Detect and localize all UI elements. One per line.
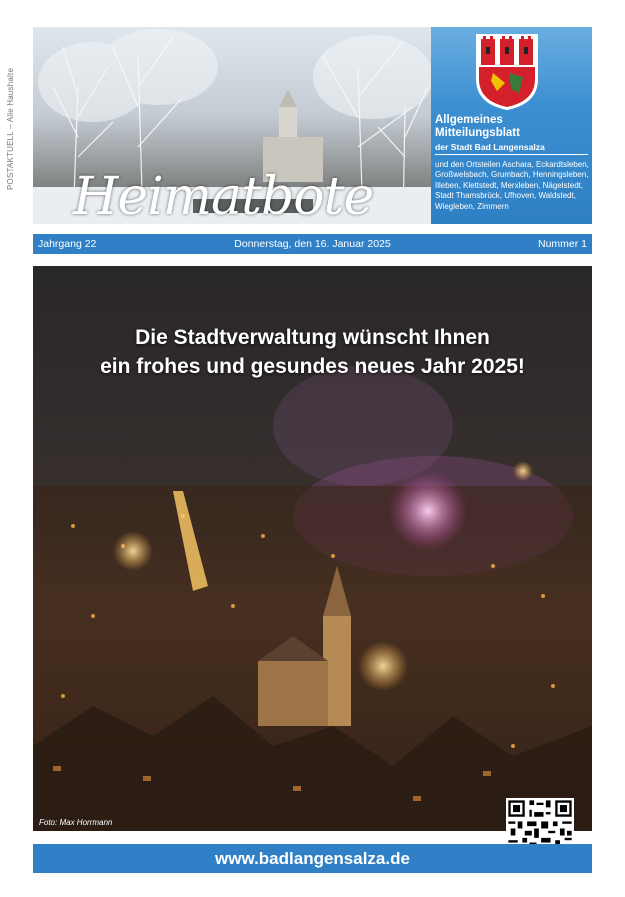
issue-info-bar bbox=[33, 234, 592, 254]
issue-date: Donnerstag, den 16. Januar 2025 bbox=[234, 238, 391, 250]
distribution-note: POSTAKTUELL – Alle Haushalte bbox=[6, 67, 15, 190]
panel-subtitle: der Stadt Bad Langensalza bbox=[435, 142, 545, 152]
districts-list: und den Ortsteilen Aschara, Eckardtsleben, Großwelsbach, Grumbach, Henningsleben, Illeben, Klettstedt, Merxleben, Nägelstedt, Stadt Thamsbrück, Ufhoven, Waldstedt, Wiegleben, Zimmern bbox=[435, 160, 589, 211]
greeting-line-1: Die Stadtverwaltung wünscht Ihnen bbox=[135, 326, 490, 349]
footer-bar bbox=[33, 844, 592, 873]
cover-photo bbox=[33, 266, 592, 831]
panel-divider bbox=[435, 154, 588, 155]
photo-credit: Foto: Max Horrmann bbox=[39, 818, 113, 827]
panel-title-line1: Allgemeines bbox=[435, 114, 503, 126]
panel-title-line2: Mitteilungsblatt bbox=[435, 127, 520, 139]
masthead-panel bbox=[431, 27, 592, 224]
volume-label: Jahrgang 22 bbox=[38, 238, 97, 250]
masthead-photo bbox=[33, 27, 431, 224]
masthead-title: Heimatbote bbox=[73, 167, 374, 224]
town-coat-of-arms-icon bbox=[475, 33, 539, 111]
greeting-line-2: ein frohes und gesundes neues Jahr 2025! bbox=[100, 355, 525, 378]
panel-title bbox=[435, 114, 520, 140]
website-link[interactable]: www.badlangensalza.de bbox=[215, 849, 410, 868]
issue-number: Nummer 1 bbox=[537, 238, 587, 250]
